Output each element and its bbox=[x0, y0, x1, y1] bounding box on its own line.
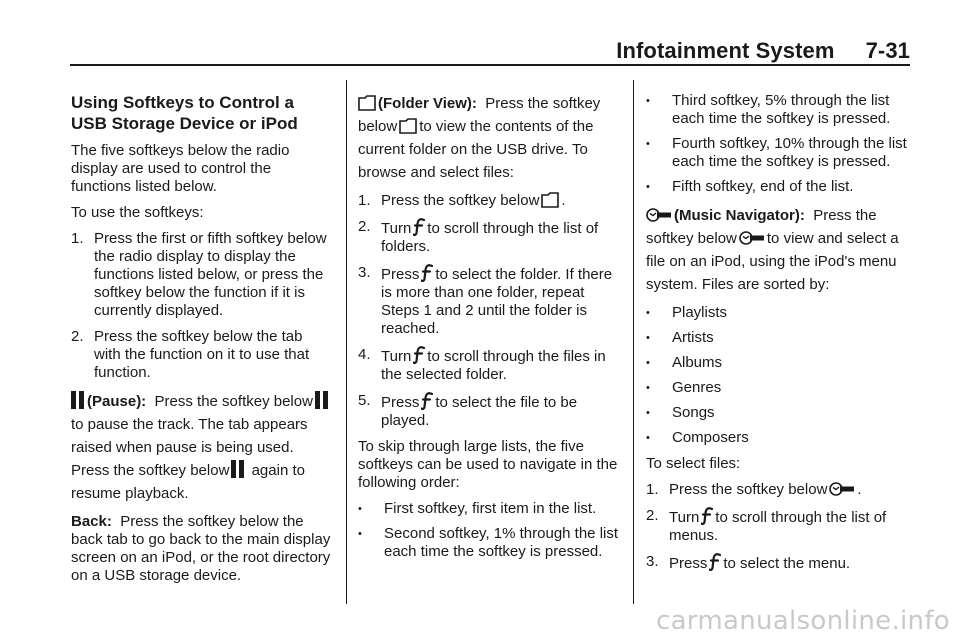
folder-label: (Folder View): bbox=[378, 95, 477, 112]
list-item bbox=[646, 379, 914, 397]
bullet-text: Fifth softkey, end of the list. bbox=[672, 178, 854, 195]
header-rule bbox=[70, 64, 910, 66]
bullet: • bbox=[646, 432, 650, 444]
music-navigator-icon bbox=[739, 230, 765, 246]
list-item bbox=[646, 304, 914, 322]
step-number: 2. bbox=[358, 218, 371, 235]
folder-steps bbox=[358, 192, 620, 430]
folder-text-1: Press the softkey below bbox=[358, 95, 601, 135]
step-number: 2. bbox=[71, 328, 84, 345]
tune-knob-icon bbox=[421, 392, 433, 410]
sort-option: Albums bbox=[672, 354, 723, 371]
bullet: • bbox=[358, 503, 362, 515]
bullet: • bbox=[646, 407, 650, 419]
select-steps bbox=[646, 481, 914, 573]
page-title: Infotainment System 7-31 bbox=[616, 38, 910, 63]
list-item bbox=[646, 507, 914, 545]
list-item bbox=[646, 404, 914, 422]
skip-paragraph: To skip through large lists, the five softkeys can be used to navigate in the following order: bbox=[358, 438, 618, 491]
bullet: • bbox=[646, 95, 650, 107]
list-item bbox=[358, 500, 620, 518]
page-header bbox=[70, 36, 910, 66]
step-number: 3. bbox=[358, 264, 371, 281]
list-item bbox=[646, 178, 914, 196]
step-text: Press the softkey below bbox=[381, 192, 540, 209]
step-text: Press the first or fifth softkey below the radio display to display the functions listed below, or press the softkey below the function if it is currently displayed. bbox=[94, 230, 327, 319]
music-text-2: to view and select a file on an iPod, using the iPod's menu system. Files are sorted by: bbox=[646, 230, 899, 293]
step-text: to select the menu. bbox=[723, 555, 851, 572]
folder-paragraph bbox=[358, 92, 620, 184]
folder-icon bbox=[399, 118, 417, 134]
pause-label: (Pause): bbox=[87, 393, 147, 410]
step-text: to scroll through the files in the selected folder. bbox=[381, 348, 606, 383]
list-item bbox=[358, 346, 620, 384]
pause-icon bbox=[71, 391, 85, 409]
step-number: 5. bbox=[358, 392, 371, 409]
column-1 bbox=[71, 92, 333, 593]
column-3 bbox=[646, 92, 914, 581]
bullet: • bbox=[646, 138, 650, 150]
list-item bbox=[646, 329, 914, 347]
step-text: . bbox=[857, 481, 862, 498]
list-item bbox=[646, 92, 914, 128]
intro-paragraph: The five softkeys below the radio display are used to control the functions listed below. bbox=[71, 142, 290, 195]
music-paragraph bbox=[646, 204, 914, 296]
sort-option: Composers bbox=[672, 429, 749, 446]
bullet: • bbox=[358, 528, 362, 540]
tune-knob-icon bbox=[709, 553, 721, 571]
step-text: Press bbox=[381, 266, 420, 283]
tune-knob-icon bbox=[413, 346, 425, 364]
step-number: 1. bbox=[71, 230, 84, 247]
pause-text-2: to pause the track. The tab appears raised when pause is being used. Press the softkey below bbox=[71, 416, 308, 479]
to-select-text: To select files: bbox=[646, 455, 741, 472]
sort-option: Artists bbox=[672, 329, 714, 346]
back-paragraph bbox=[71, 513, 333, 585]
step-text: Press bbox=[669, 555, 708, 572]
sorted-by-list bbox=[646, 304, 914, 447]
step-number: 1. bbox=[358, 192, 371, 209]
column-divider-2 bbox=[633, 80, 634, 604]
bullet: • bbox=[646, 357, 650, 369]
bullet: • bbox=[646, 181, 650, 193]
music-navigator-icon bbox=[829, 481, 855, 497]
music-text-1: Press the softkey below bbox=[646, 207, 877, 247]
list-item bbox=[646, 481, 914, 499]
list-item bbox=[646, 135, 914, 171]
music-label: (Music Navigator): bbox=[674, 207, 805, 224]
folder-icon bbox=[541, 192, 559, 208]
step-text: Press bbox=[381, 394, 420, 411]
sort-option: Genres bbox=[672, 379, 722, 396]
step-text: to select the folder. If there is more than one folder, repeat Steps 1 and 2 until the folder is reached. bbox=[381, 266, 613, 337]
bullet-text: Fourth softkey, 10% through the list each time the softkey is pressed. bbox=[672, 135, 907, 170]
column-2 bbox=[358, 92, 620, 569]
to-use-text: To use the softkeys: bbox=[71, 204, 204, 221]
step-number: 2. bbox=[646, 507, 659, 524]
bullet: • bbox=[646, 332, 650, 344]
list-item bbox=[71, 230, 333, 320]
pause-icon bbox=[231, 460, 245, 478]
step-text: to select the file to be played. bbox=[381, 394, 578, 429]
tune-knob-icon bbox=[421, 264, 433, 282]
sort-option: Songs bbox=[672, 404, 715, 421]
bullet-text: Third softkey, 5% through the list each time the softkey is pressed. bbox=[672, 92, 891, 127]
tune-knob-icon bbox=[413, 218, 425, 236]
step-number: 4. bbox=[358, 346, 371, 363]
list-item bbox=[71, 328, 333, 382]
skip-bullets bbox=[358, 500, 620, 561]
pause-paragraph bbox=[71, 390, 333, 505]
list-item bbox=[646, 354, 914, 372]
list-item bbox=[358, 392, 620, 430]
sort-option: Playlists bbox=[672, 304, 728, 321]
step-text: Press the softkey below bbox=[669, 481, 828, 498]
softkey-steps bbox=[71, 230, 333, 382]
step-text: Turn bbox=[381, 220, 412, 237]
list-item bbox=[358, 218, 620, 256]
list-item bbox=[358, 525, 620, 561]
folder-text-2: to view the contents of the current folder on the USB drive. To browse and select files: bbox=[358, 118, 594, 181]
list-item bbox=[358, 264, 620, 338]
bullet: • bbox=[646, 382, 650, 394]
step-text: to scroll through the list of menus. bbox=[669, 509, 887, 544]
bullet: • bbox=[646, 307, 650, 319]
folder-icon bbox=[358, 95, 376, 111]
list-item bbox=[646, 553, 914, 573]
step-text: to scroll through the list of folders. bbox=[381, 220, 599, 255]
skip-bullets-cont bbox=[646, 92, 914, 196]
column-divider-1 bbox=[346, 80, 347, 604]
back-text: Press the softkey below the back tab to go back to the main display screen on an iPod, or the root directory on a USB storage device. bbox=[71, 513, 331, 584]
pause-text-1: Press the softkey below bbox=[154, 393, 313, 410]
step-text: Turn bbox=[669, 509, 700, 526]
pause-text-3: again to resume playback. bbox=[71, 462, 305, 502]
step-number: 1. bbox=[646, 481, 659, 498]
step-text: . bbox=[561, 192, 566, 209]
pause-icon bbox=[315, 391, 329, 409]
music-navigator-icon bbox=[646, 207, 672, 223]
section-heading: Using Softkeys to Control a USB Storage Device or iPod bbox=[71, 93, 298, 133]
list-item bbox=[646, 429, 914, 447]
bullet-text: First softkey, first item in the list. bbox=[384, 500, 597, 517]
step-text: Press the softkey below the tab with the function on it to use that function. bbox=[94, 328, 310, 381]
tune-knob-icon bbox=[701, 507, 713, 525]
bullet-text: Second softkey, 1% through the list each time the softkey is pressed. bbox=[384, 525, 619, 560]
back-label: Back: bbox=[71, 513, 112, 530]
step-number: 3. bbox=[646, 553, 659, 570]
step-text: Turn bbox=[381, 348, 412, 365]
watermark: carmanualsonline.info bbox=[655, 606, 950, 636]
list-item bbox=[358, 192, 620, 210]
